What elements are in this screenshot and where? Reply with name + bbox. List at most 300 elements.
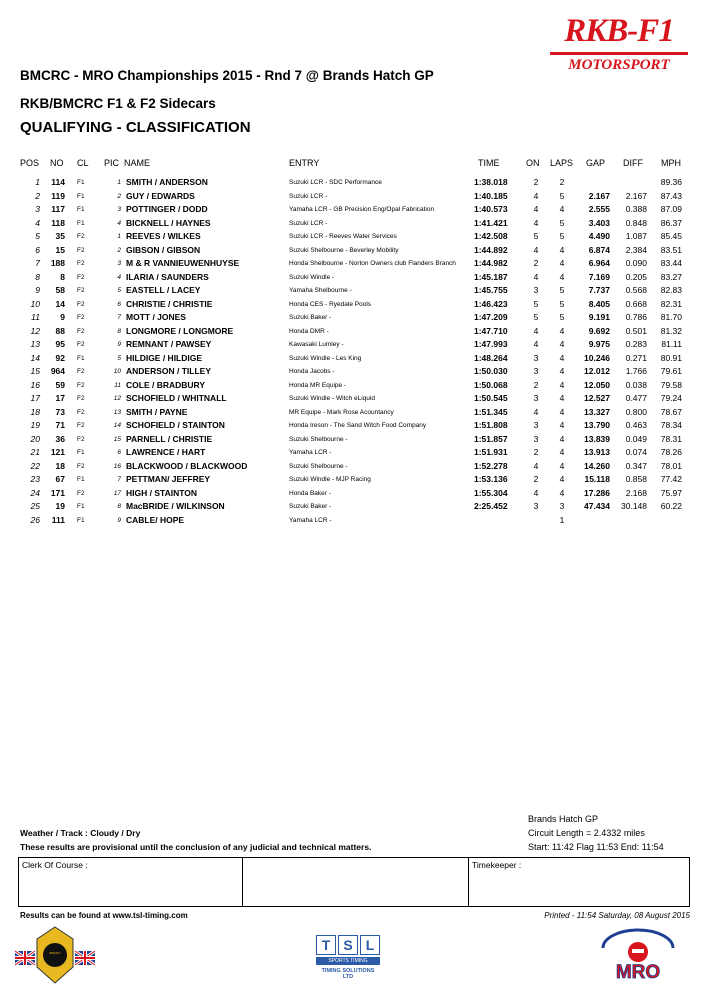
cell-mph: 83.51 <box>660 244 682 255</box>
cell-diff: 0.271 <box>625 352 647 363</box>
cell-diff: 0.800 <box>625 406 647 417</box>
cell-pic: 3 <box>117 260 121 267</box>
table-row <box>0 257 707 271</box>
cell-on: 3 <box>533 366 539 376</box>
cell-gap: 13.913 <box>584 447 610 457</box>
cell-cl: F2 <box>77 246 85 254</box>
cell-on: 4 <box>533 487 539 498</box>
cell-mph: 82.31 <box>660 298 682 309</box>
cell-on: 3 <box>533 420 539 430</box>
table-row <box>0 500 707 514</box>
cell-name: CABLE/ HOPE <box>126 514 185 525</box>
table-row <box>0 284 707 298</box>
cell-entry: Suzuki Windle - Witch eLiquid <box>289 395 375 402</box>
cell-pos: 20 <box>30 433 40 444</box>
table-row <box>0 311 707 325</box>
cell-on: 3 <box>533 501 539 511</box>
cell-diff: 0.668 <box>625 298 647 309</box>
provisional-notice: These results are provisional until the conclusion of any judicial and technical matters. <box>20 842 372 852</box>
cell-no: 36 <box>55 433 65 444</box>
cell-diff: 0.501 <box>625 325 647 336</box>
cell-laps: 5 <box>559 285 565 295</box>
cell-time: 1:55.304 <box>474 487 508 498</box>
rkb-f1-logo <box>548 14 690 76</box>
cell-laps: 5 <box>559 217 565 228</box>
cell-entry: Suzuki Windle - MJP Racing <box>289 476 371 483</box>
weather-track: Weather / Track : Cloudy / Dry <box>20 828 141 838</box>
timekeeper-label: Timekeeper : <box>472 860 522 870</box>
cell-mph: 81.70 <box>660 312 682 322</box>
cell-entry: Honda CES - Ryedale Pools <box>289 300 372 308</box>
cell-mph: 89.36 <box>660 177 682 187</box>
cell-gap: 17.286 <box>584 487 610 498</box>
table-row <box>0 325 707 339</box>
cell-pos: 18 <box>30 406 40 417</box>
cell-diff: 0.090 <box>625 258 647 268</box>
cell-time: 1:50.030 <box>474 366 508 376</box>
cell-diff: 0.283 <box>625 339 647 349</box>
cell-time: 1:40.573 <box>474 204 508 214</box>
cell-on: 5 <box>533 298 539 309</box>
cell-cl: F2 <box>77 368 85 375</box>
cell-gap: 6.964 <box>588 258 610 268</box>
cell-on: 3 <box>533 393 539 403</box>
class-title: RKB/BMCRC F1 & F2 Sidecars <box>20 96 216 111</box>
cell-mph: 86.37 <box>660 217 682 228</box>
cell-entry: Suzuki LCR - SDC Performance <box>289 179 382 186</box>
col-laps: LAPS <box>550 158 574 168</box>
table-row <box>0 271 707 285</box>
cell-on: 4 <box>533 325 539 336</box>
cell-pos: 19 <box>30 420 40 430</box>
col-diff: DIFF <box>623 158 643 168</box>
cell-no: 119 <box>51 190 65 201</box>
cell-name: REMNANT / PAWSEY <box>126 339 212 349</box>
cell-entry: Honda Jacobs - <box>289 368 335 375</box>
cell-pos: 21 <box>30 447 40 457</box>
cell-name: HIGH / STAINTON <box>126 487 197 498</box>
table-row <box>0 433 707 447</box>
cell-mph: 79.58 <box>660 379 682 390</box>
cell-cl: F1 <box>77 449 85 456</box>
table-row <box>0 244 707 258</box>
table-row <box>0 230 707 244</box>
cell-pos: 8 <box>35 271 40 282</box>
cell-pic: 17 <box>113 489 121 497</box>
cell-pos: 15 <box>30 366 40 376</box>
table-row <box>0 365 707 379</box>
cell-laps: 4 <box>559 258 565 268</box>
col-no: NO <box>50 158 64 168</box>
cell-on: 2 <box>533 177 539 187</box>
cell-cl: F2 <box>77 462 85 470</box>
cell-pic: 10 <box>113 368 121 375</box>
cell-pic: 12 <box>113 395 121 402</box>
cell-time: 1:48.264 <box>474 352 508 363</box>
cell-time: 1:46.423 <box>474 298 508 309</box>
cell-time: 1:52.278 <box>474 460 508 471</box>
cell-entry: Suzuki Shelbourne - <box>289 462 348 470</box>
cell-pic: 2 <box>117 192 121 200</box>
cell-name: COLE / BRADBURY <box>126 379 206 390</box>
cell-pos: 4 <box>35 217 40 228</box>
cell-laps: 5 <box>559 298 565 309</box>
cell-diff: 0.038 <box>625 379 647 390</box>
table-row <box>0 190 707 204</box>
signature-table <box>18 857 690 907</box>
cell-diff: 0.477 <box>625 393 647 403</box>
cell-name: PARNELL / CHRISTIE <box>126 433 213 444</box>
cell-laps: 5 <box>559 190 565 201</box>
cell-time: 2:25.452 <box>474 501 508 511</box>
cell-pic: 9 <box>117 516 121 524</box>
cell-pos: 6 <box>35 244 40 255</box>
cell-pic: 8 <box>117 327 121 335</box>
results-url: Results can be found at www.tsl-timing.com <box>20 911 188 920</box>
cell-cl: F2 <box>77 287 85 294</box>
cell-no: 111 <box>51 514 65 525</box>
cell-pos: 12 <box>30 325 40 336</box>
cell-entry: Honda DMR - <box>289 327 329 335</box>
clerk-of-course-cell <box>19 858 243 906</box>
cell-name: SCHOFIELD / STAINTON <box>126 420 225 430</box>
cell-laps: 4 <box>559 420 565 430</box>
rkb-logo-text: RKB-F1 <box>564 13 674 49</box>
cell-no: 58 <box>55 285 65 295</box>
cell-on: 2 <box>533 474 539 484</box>
cell-time: 1:47.710 <box>474 325 508 336</box>
cell-diff: 0.388 <box>625 204 647 214</box>
cell-time: 1:45.187 <box>474 271 508 282</box>
cell-pic: 7 <box>117 314 121 321</box>
cell-cl: F2 <box>77 327 85 335</box>
cell-laps: 4 <box>559 460 565 471</box>
cell-mph: 77.42 <box>660 474 682 484</box>
bmcrc-logo <box>15 925 95 985</box>
mro-logo <box>588 928 688 983</box>
cell-name: SMITH / PAYNE <box>126 406 188 417</box>
cell-diff: 2.384 <box>625 244 647 255</box>
cell-entry: Honda Ireson - The Sand Witch Food Company <box>289 422 427 429</box>
cell-pic: 1 <box>117 233 121 240</box>
table-row <box>0 419 707 433</box>
cell-pos: 2 <box>35 190 40 201</box>
table-row <box>0 392 707 406</box>
cell-laps: 4 <box>559 244 565 255</box>
table-row <box>0 406 707 420</box>
cell-cl: F1 <box>77 179 85 186</box>
cell-on: 5 <box>533 231 539 241</box>
cell-cl: F2 <box>77 300 85 308</box>
cell-cl: F2 <box>77 273 85 281</box>
cell-mph: 60.22 <box>660 501 682 511</box>
cell-on: 2 <box>533 258 539 268</box>
cell-no: 9 <box>60 312 65 322</box>
cell-diff: 2.167 <box>625 190 647 201</box>
cell-cl: F1 <box>77 476 85 483</box>
cell-pic: 11 <box>114 381 121 389</box>
cell-name: REEVES / WILKES <box>126 231 201 241</box>
cell-time: 1:40.185 <box>474 190 508 201</box>
results-table-header <box>0 158 707 172</box>
cell-laps: 4 <box>559 352 565 363</box>
cell-name: MOTT / JONES <box>126 312 186 322</box>
cell-pic: 1 <box>117 179 121 186</box>
cell-laps: 1 <box>559 514 565 525</box>
table-row <box>0 487 707 501</box>
union-jack-left-icon <box>15 951 35 965</box>
cell-name: GIBSON / GIBSON <box>126 244 201 255</box>
cell-gap: 9.692 <box>588 325 610 336</box>
cell-pic: 4 <box>117 273 121 281</box>
cell-time: 1:47.993 <box>474 339 508 349</box>
cell-entry: MR Equipe - Mark Rose Acountancy <box>289 408 394 416</box>
cell-on: 3 <box>533 433 539 444</box>
cell-time: 1:51.931 <box>474 447 508 457</box>
cell-gap: 13.327 <box>584 406 610 417</box>
tsl-company-name: TIMING SOLUTIONS LTD <box>321 968 375 980</box>
cell-name: MacBRIDE / WILKINSON <box>126 501 225 511</box>
cell-no: 964 <box>50 366 65 376</box>
session-times: Start: 11:42 Flag 11:53 End: 11:54 <box>528 842 664 852</box>
cell-pic: 4 <box>117 219 121 227</box>
cell-time: 1:41.421 <box>474 217 508 228</box>
cell-pos: 22 <box>30 460 40 471</box>
cell-time: 1:50.068 <box>474 379 508 390</box>
circuit-length: Circuit Length = 2.4332 miles <box>528 828 645 838</box>
cell-time: 1:51.808 <box>474 420 508 430</box>
cell-pos: 26 <box>30 514 40 525</box>
table-row <box>0 217 707 231</box>
cell-cl: F2 <box>77 260 85 267</box>
cell-gap: 10.246 <box>584 352 610 363</box>
cell-pic: 3 <box>117 206 121 213</box>
tsl-letter-t: T <box>316 935 336 955</box>
table-row <box>0 460 707 474</box>
cell-diff: 1.087 <box>625 231 647 241</box>
cell-laps: 4 <box>559 271 565 282</box>
cell-laps: 4 <box>559 366 565 376</box>
cell-mph: 87.43 <box>660 190 682 201</box>
cell-name: SMITH / ANDERSON <box>126 177 208 187</box>
cell-name: EASTELL / LACEY <box>126 285 201 295</box>
cell-on: 4 <box>533 406 539 417</box>
cell-on: 4 <box>533 190 539 201</box>
cell-pos: 9 <box>35 285 40 295</box>
cell-entry: Kawasaki Lumley - <box>289 341 344 348</box>
cell-diff: 0.848 <box>625 217 647 228</box>
cell-entry: Yamaha Shelbourne - <box>289 287 352 294</box>
cell-on: 4 <box>533 271 539 282</box>
cell-no: 95 <box>55 339 65 349</box>
cell-laps: 4 <box>559 406 565 417</box>
cell-pic: 8 <box>117 503 121 510</box>
tsl-letter-l: L <box>360 935 380 955</box>
cell-pos: 16 <box>30 379 40 390</box>
cell-laps: 2 <box>559 177 565 187</box>
cell-on: 2 <box>533 379 539 390</box>
tsl-sports-timing: SPORTS TIMING <box>316 957 380 965</box>
signature-middle-cell <box>243 858 469 906</box>
cell-diff: 0.786 <box>625 312 647 322</box>
cell-time: 1:44.892 <box>474 244 508 255</box>
cell-pos: 17 <box>30 393 40 403</box>
cell-time: 1:53.136 <box>474 474 508 484</box>
cell-cl: F1 <box>77 206 85 213</box>
tsl-timing-logo <box>316 935 380 979</box>
cell-laps: 3 <box>559 501 565 511</box>
col-mph: MPH <box>661 158 681 168</box>
cell-time: 1:51.345 <box>474 406 508 417</box>
cell-entry: Yamaha LCR - <box>289 516 332 524</box>
cell-time: 1:47.209 <box>474 312 508 322</box>
cell-diff: 0.568 <box>625 285 647 295</box>
cell-name: BICKNELL / HAYNES <box>126 217 211 228</box>
cell-entry: Suzuki Shelbourne - <box>289 435 348 443</box>
cell-gap: 2.167 <box>588 190 610 201</box>
session-title: QUALIFYING - CLASSIFICATION <box>20 119 251 136</box>
cell-on: 4 <box>533 244 539 255</box>
cell-no: 67 <box>55 474 65 484</box>
cell-gap: 12.527 <box>584 393 610 403</box>
cell-cl: F2 <box>77 341 85 348</box>
cell-gap: 13.790 <box>584 420 610 430</box>
table-row <box>0 352 707 366</box>
cell-time: 1:44.982 <box>474 258 508 268</box>
cell-pos: 13 <box>30 339 40 349</box>
cell-pos: 3 <box>35 204 40 214</box>
cell-mph: 79.61 <box>660 366 682 376</box>
cell-name: LAWRENCE / HART <box>126 447 206 457</box>
cell-no: 171 <box>50 487 65 498</box>
cell-laps: 4 <box>559 447 565 457</box>
mro-visor-icon <box>632 949 644 953</box>
cell-pos: 14 <box>30 352 40 363</box>
cell-gap: 4.490 <box>588 231 610 241</box>
cell-time: 1:42.508 <box>474 231 508 241</box>
venue-name: Brands Hatch GP <box>528 814 599 824</box>
cell-gap: 9.975 <box>588 339 610 349</box>
cell-laps: 4 <box>559 379 565 390</box>
cell-laps: 4 <box>559 433 565 444</box>
cell-time: 1:51.857 <box>474 433 508 444</box>
cell-no: 17 <box>55 393 65 403</box>
cell-no: 14 <box>55 298 65 309</box>
cell-no: 117 <box>51 204 65 214</box>
cell-gap: 12.012 <box>584 366 610 376</box>
cell-pos: 23 <box>30 474 40 484</box>
col-time: TIME <box>478 158 500 168</box>
cell-cl: F1 <box>77 354 85 362</box>
cell-gap: 12.050 <box>584 379 610 390</box>
cell-mph: 78.26 <box>660 447 682 457</box>
cell-laps: 4 <box>559 325 565 336</box>
cell-pos: 7 <box>35 258 40 268</box>
cell-cl: F2 <box>77 408 85 416</box>
cell-no: 88 <box>55 325 65 336</box>
cell-cl: F1 <box>77 503 85 510</box>
cell-gap: 6.874 <box>588 244 610 255</box>
cell-gap: 47.434 <box>584 501 610 511</box>
cell-entry: Yamaha LCR - <box>289 449 332 456</box>
cell-mph: 85.45 <box>660 231 682 241</box>
cell-mph: 82.83 <box>660 285 682 295</box>
clerk-of-course-label: Clerk Of Course : <box>22 860 88 870</box>
cell-no: 15 <box>55 244 65 255</box>
cell-mph: 78.01 <box>660 460 682 471</box>
cell-name: M & R VANNIEUWENHUYSE <box>126 258 240 268</box>
cell-mph: 81.11 <box>661 339 682 349</box>
rkb-logo-underline <box>550 52 688 55</box>
cell-no: 18 <box>55 460 65 471</box>
cell-no: 73 <box>55 406 65 417</box>
cell-diff: 1.766 <box>625 366 647 376</box>
cell-name: BLACKWOOD / BLACKWOOD <box>126 460 248 471</box>
table-row <box>0 203 707 217</box>
cell-gap: 3.403 <box>588 217 610 228</box>
cell-gap: 2.555 <box>588 204 610 214</box>
cell-no: 118 <box>51 217 65 228</box>
cell-name: PETTMAN/ JEFFREY <box>126 474 211 484</box>
cell-entry: Yamaha LCR - GB Precision Eng/Opal Fabrication <box>289 206 435 213</box>
cell-diff: 0.463 <box>625 420 647 430</box>
cell-no: 121 <box>50 447 65 457</box>
cell-pic: 15 <box>113 435 121 443</box>
cell-pic: 2 <box>117 246 121 254</box>
cell-name: ILARIA / SAUNDERS <box>126 271 209 282</box>
cell-entry: Honda Baker - <box>289 489 331 497</box>
cell-mph: 78.67 <box>660 406 682 417</box>
rkb-logo-motorsport: MOTORSPORT <box>568 57 670 73</box>
cell-entry: Suzuki Baker - <box>289 503 332 510</box>
cell-diff: 0.347 <box>625 460 647 471</box>
cell-name: ANDERSON / TILLEY <box>126 366 212 376</box>
cell-on: 3 <box>533 285 539 295</box>
cell-entry: Suzuki Windle - Les King <box>289 354 362 362</box>
cell-no: 35 <box>55 231 65 241</box>
table-row <box>0 514 707 528</box>
cell-pic: 6 <box>117 449 121 456</box>
results-table-body <box>0 176 707 527</box>
bmcrc-badge-text: BMCRC <box>49 951 61 955</box>
cell-entry: Honda MR Equipe - <box>289 381 347 389</box>
cell-pos: 5 <box>35 231 40 241</box>
cell-laps: 4 <box>559 474 565 484</box>
venue-info <box>528 812 664 854</box>
cell-on: 3 <box>533 352 539 363</box>
cell-pos: 1 <box>35 177 40 187</box>
cell-laps: 5 <box>559 231 565 241</box>
cell-no: 59 <box>55 379 65 390</box>
cell-mph: 83.44 <box>660 258 682 268</box>
cell-on: 5 <box>533 312 539 322</box>
table-row <box>0 473 707 487</box>
cell-entry: Suzuki LCR - Reeves Water Services <box>289 233 397 240</box>
cell-no: 8 <box>60 271 65 282</box>
cell-cl: F1 <box>77 516 85 524</box>
cell-laps: 4 <box>559 339 565 349</box>
cell-on: 4 <box>533 460 539 471</box>
cell-diff: 0.858 <box>625 474 647 484</box>
col-on: ON <box>526 158 540 168</box>
cell-pic: 6 <box>117 300 121 308</box>
cell-gap: 7.169 <box>588 271 610 282</box>
cell-laps: 4 <box>559 487 565 498</box>
cell-name: POTTINGER / DODD <box>126 204 208 214</box>
cell-diff: 2.168 <box>625 487 647 498</box>
cell-entry: Suzuki LCR - <box>289 219 328 227</box>
cell-gap: 9.191 <box>588 312 610 322</box>
